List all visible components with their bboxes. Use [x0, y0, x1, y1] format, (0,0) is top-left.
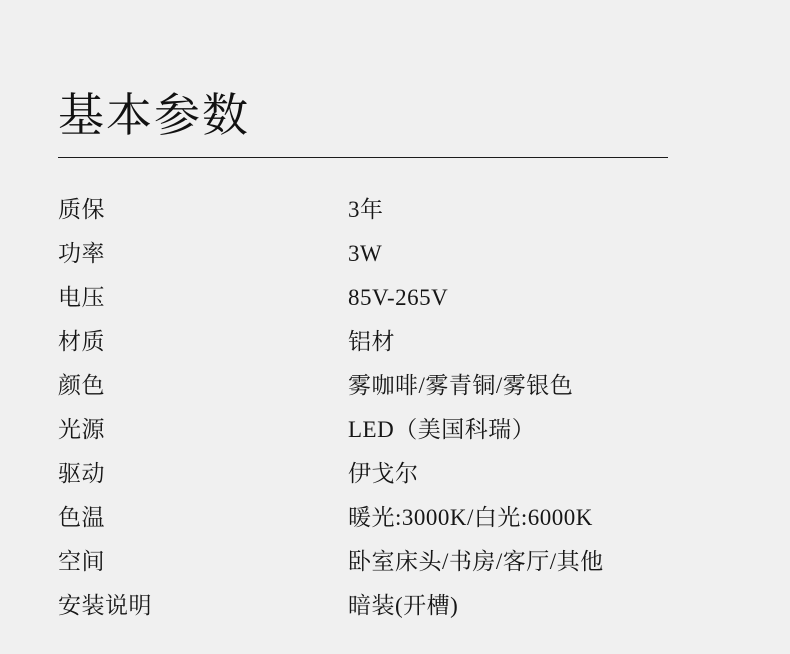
spec-value: 铝材 [348, 328, 395, 354]
title-divider [58, 157, 668, 158]
spec-label: 颜色 [58, 372, 105, 398]
spec-value: 3年 [348, 196, 384, 222]
page-title: 基本参数 [58, 89, 250, 141]
spec-label: 空间 [58, 548, 105, 574]
table-row [58, 496, 698, 540]
spec-label: 质保 [58, 196, 105, 222]
spec-value: 暗装(开槽) [348, 592, 459, 618]
spec-value: 85V-265V [348, 284, 449, 310]
table-row [58, 320, 698, 364]
spec-table [58, 188, 698, 628]
table-row [58, 408, 698, 452]
spec-label: 光源 [58, 416, 105, 442]
spec-label: 安装说明 [58, 592, 152, 618]
spec-value: 雾咖啡/雾青铜/雾银色 [348, 372, 574, 398]
spec-value: LED（美国科瑞） [348, 416, 536, 442]
spec-value: 卧室床头/书房/客厅/其他 [348, 548, 604, 574]
spec-table-body [58, 188, 698, 628]
table-row [58, 276, 698, 320]
spec-value: 3W [348, 240, 383, 266]
table-row [58, 584, 698, 628]
spec-label: 材质 [58, 328, 105, 354]
spec-label: 色温 [58, 504, 105, 530]
table-row [58, 364, 698, 408]
spec-value: 暖光:3000K/白光:6000K [348, 504, 593, 530]
spec-label: 驱动 [58, 460, 105, 486]
spec-value: 伊戈尔 [348, 460, 419, 486]
table-row [58, 452, 698, 496]
table-row [58, 232, 698, 276]
table-row [58, 188, 698, 232]
table-row [58, 540, 698, 584]
spec-label: 功率 [58, 240, 105, 266]
spec-label: 电压 [58, 284, 105, 310]
